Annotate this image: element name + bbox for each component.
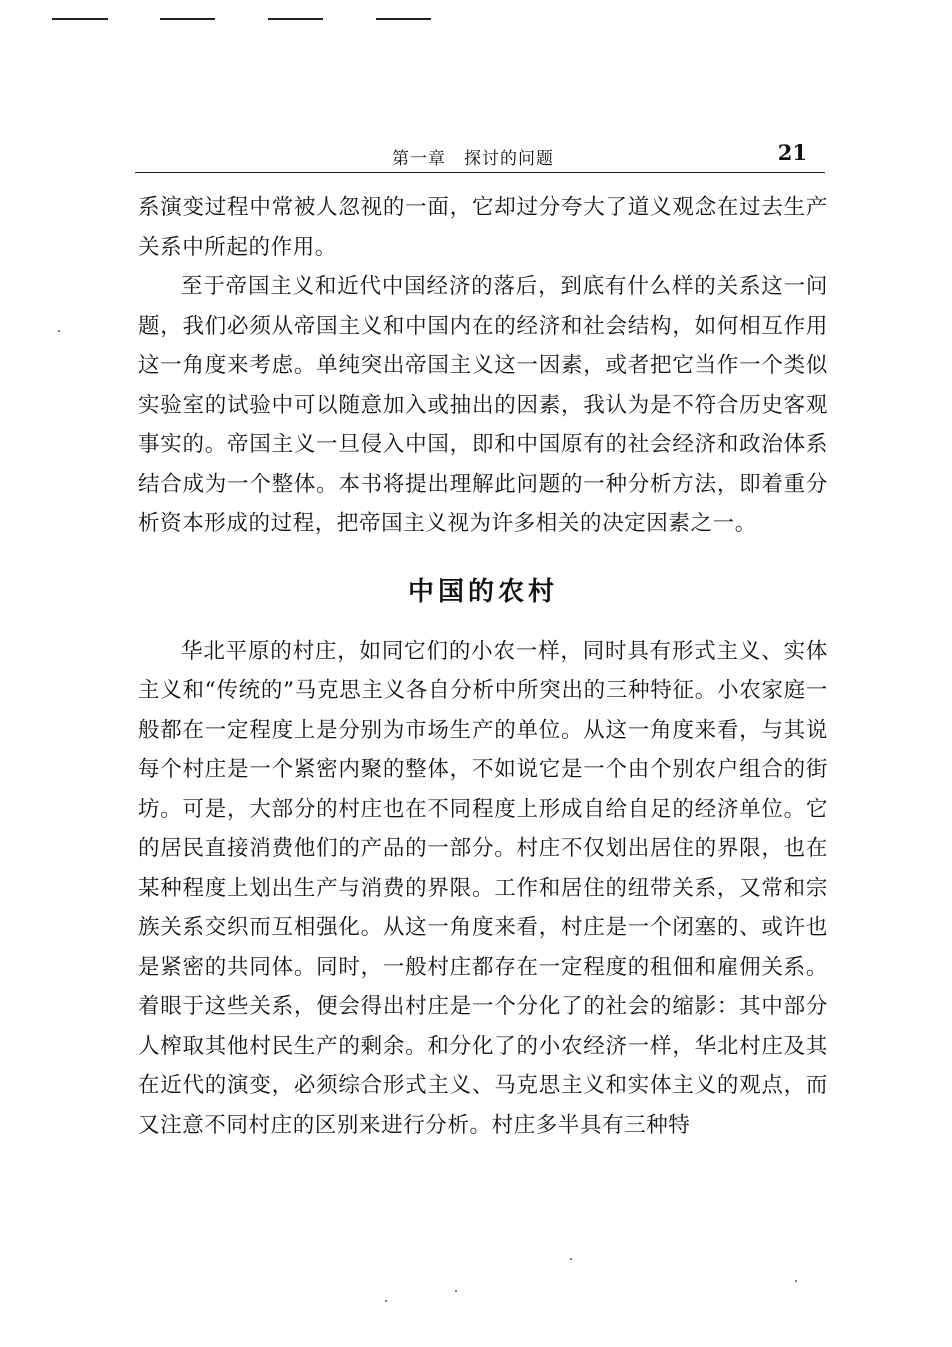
paragraph: 至于帝国主义和近代中国经济的落后，到底有什么样的关系这一问题，我们必须从帝国主义和中国内在的经济和社会结构，如何相互作用这一角度来考虑。单纯突出帝国主义这一因素，或者把它当作一个类似实验室的试验中可以随意加入或抽出的因素，我认为是不符合历史客观事实的。帝国主义一旦侵入中国，即和中国原有的社会经济和政治体系结合成为一个整体。本书将提出理解此问题的一种分析方法，即着重分析资本形成的过程，把帝国主义视为许多相关的决定因素之一。 — [138, 274, 828, 536]
paragraph: 系演变过程中常被人忽视的一面，它却过分夸大了道义观念在过去生产关系中所起的作用。 — [138, 195, 828, 260]
scan-speck — [58, 330, 60, 332]
scan-speck — [385, 1300, 387, 1302]
top-rule — [376, 18, 431, 20]
page-body — [138, 188, 828, 1145]
scan-speck — [795, 1280, 797, 1282]
paragraph: 华北平原的村庄，如同它们的小农一样，同时具有形式主义、实体主义和“传统的”马克思主义各自分析中所突出的三种特征。小农家庭一般都在一定程度上是分别为市场生产的单位。从这一角度来看，与其说每个村庄是一个紧密内聚的整体，不如说它是一个由个别农户组合的街坊。可是，大部分的村庄也在不同程度上形成自给自足的经济单位。它的居民直接消费他们的产品的一部分。村庄不仅划出居住的界限，也在某种程度上划出生产与消费的界限。工作和居住的纽带关系，又常和宗族关系交织而互相强化。从这一角度来看，村庄是一个闭塞的、或许也是紧密的共同体。同时，一般村庄都存在一定程度的租佃和雇佣关系。着眼于这些关系，便会得出村庄是一个分化了的社会的缩影：其中部分人榨取其他村民生产的剩余。和分化了的小农经济一样，华北村庄及其在近代的演变，必须综合形式主义、马克思主义和实体主义的观点，而又注意不同村庄的区别来进行分析。村庄多半具有三种特 — [138, 638, 828, 1138]
scan-speck — [570, 1258, 572, 1260]
running-header — [135, 140, 825, 173]
running-title: 第一章 探讨的问题 — [392, 149, 554, 169]
top-rule — [52, 18, 108, 20]
top-rule — [268, 18, 323, 20]
scan-speck — [455, 1290, 457, 1292]
section-heading: 中国的农村 — [407, 576, 558, 607]
page-number: 21 — [777, 140, 807, 165]
top-rule — [160, 18, 215, 20]
